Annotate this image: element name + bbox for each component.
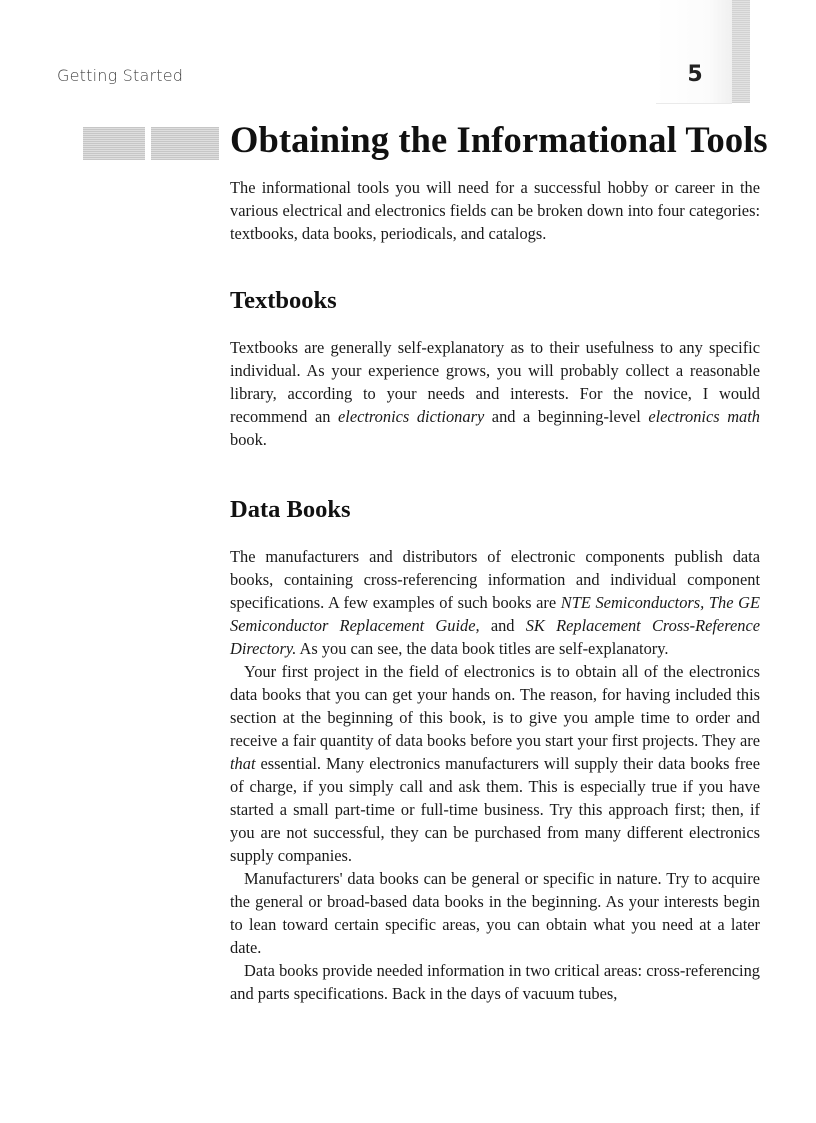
data-books-paragraph-1 [230, 545, 760, 660]
title-decoration-block-2 [151, 127, 219, 160]
intro-paragraph: The informational tools you will need for a successful hobby or career in the various electrical and electronics fields can be broken down into four categories: textbooks, data books, periodicals, and catalogs. [230, 178, 760, 243]
text-run: essential. Many electronics manufacturers will supply their data books free of charge, if you simply call and ask them. This is especially true if you have started a small part-time or full-time business. Try this approach first; then, if you are not successful, they can be purchased from many different electronics supply companies. [230, 754, 760, 865]
section-heading-data-books: Data Books [230, 496, 351, 523]
text-run: The manufacturers and distributors of electronic components publish data books, containing cross-referencing information and individual component specifications. A few examples of such books are [230, 547, 760, 612]
section-heading-textbooks: Textbooks [230, 287, 337, 314]
text-run: book. [230, 430, 267, 449]
data-books-paragraph-4: Data books provide needed information in two critical areas: cross-referencing and parts specifications. Back in the days of vacuum tubes, [230, 961, 760, 1003]
running-head: Getting Started [57, 66, 184, 85]
data-books-paragraph-2 [230, 660, 760, 867]
title-decoration-block-1 [83, 127, 145, 160]
text-run: As you can see, the data book titles are self-explanatory. [296, 639, 669, 658]
page-number: 5 [687, 62, 703, 87]
main-content [230, 176, 760, 1005]
italic-term: electronics dictionary [337, 407, 485, 426]
chapter-title: Obtaining the Informational Tools [230, 119, 768, 160]
page-number-tab [656, 0, 732, 104]
italic-title: SK Replacement Cross-Reference Directory. [230, 616, 760, 658]
italic-emphasis: that [230, 754, 256, 773]
text-run: and a beginning-level [484, 407, 649, 426]
text-run: and [479, 616, 526, 635]
text-run: Textbooks are generally self-explanatory as to their usefulness to any specific individual. As your experience grows, you will probably collect a reasonable library, according to your needs and interests. For the novice, I would recommend an [230, 338, 760, 426]
italic-term: electronics math [648, 407, 760, 426]
textbooks-paragraph [230, 336, 760, 451]
data-books-paragraph-3: Manufacturers' data books can be general or specific in nature. Try to acquire the general or broad-based data books in the beginning. As your interests begin to lean toward certain specific areas, you can obtain what you need at a later date. [230, 869, 760, 957]
page-tab-edge [732, 0, 750, 103]
italic-title: NTE Semiconductors, The GE Semiconductor Replacement Guide, [230, 593, 760, 635]
text-run: Your first project in the field of electronics is to obtain all of the electronics data books that you can get your hands on. The reason, for having included this section at the beginning of this book, is to give you ample time to order and receive a fair quantity of data books before you start your first projects. They are [230, 662, 760, 750]
